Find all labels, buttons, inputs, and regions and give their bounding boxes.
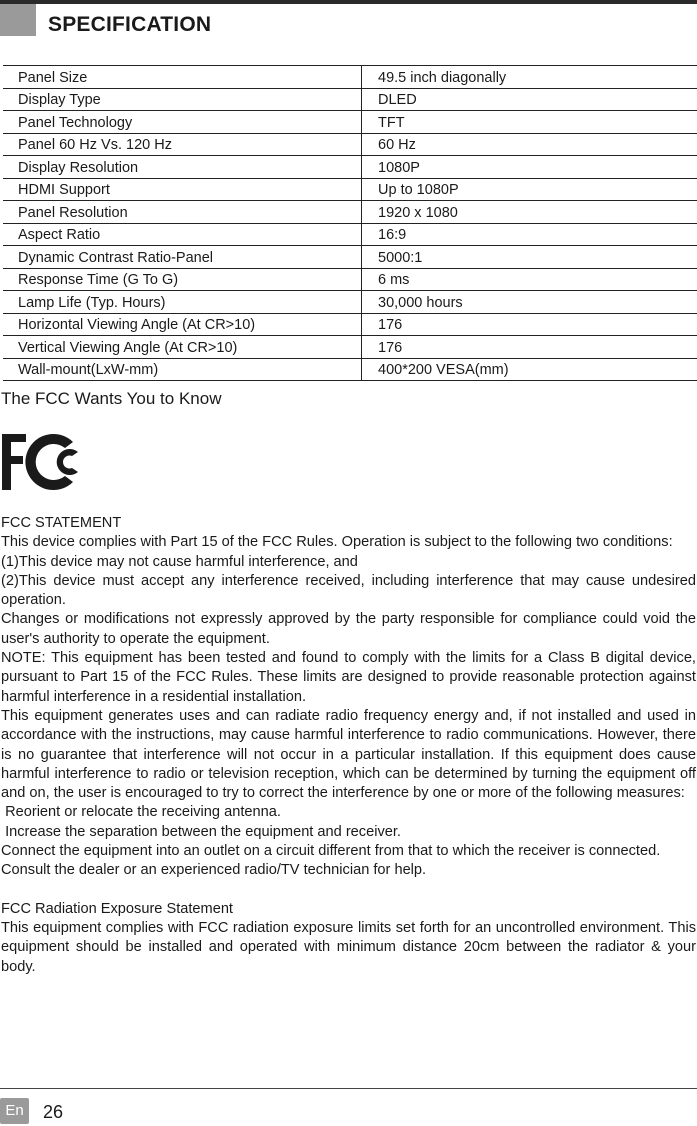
statement-paragraph: This equipment generates uses and can radiate radio frequency energy and, if not installed and used in accordance with the instructions, may cause harmful interference to radio communications. However, there is no guarantee that interference will not occur in a particular installation. If this equipment does cause harmful interference to radio or television reception, which can be determined by turning the equipment off and on, the user is encouraged to try to correct the interference by one or more of the following measures:: [1, 707, 696, 802]
statement-paragraph: (1)This device may not cause harmful interference, and: [1, 553, 358, 570]
statement-paragraph: Consult the dealer or an experienced radio/TV technician for help.: [1, 862, 427, 879]
spec-value: 5000:1: [362, 246, 697, 269]
statement-title: FCC STATEMENT: [1, 515, 122, 531]
spec-value: 400*200 VESA(mm): [362, 358, 697, 381]
spec-value: TFT: [362, 111, 697, 134]
spec-value: 6 ms: [362, 268, 697, 291]
spec-label: Display Type: [3, 88, 362, 111]
page-title: SPECIFICATION: [48, 13, 212, 36]
page-number: 26: [43, 1102, 64, 1122]
spec-value: 16:9: [362, 223, 697, 246]
spec-row: [3, 88, 697, 111]
spec-label: HDMI Support: [3, 178, 362, 201]
statement-paragraph: (2)This device must accept any interference received, including interference that may cause undesired operation.: [1, 572, 696, 609]
footer-rule: [0, 1088, 697, 1089]
fcc-logo-graphic: [0, 430, 84, 492]
spec-row: [3, 291, 697, 314]
spec-value: Up to 1080P: [362, 178, 697, 201]
fcc-statement: [1, 514, 696, 977]
spec-value: 60 Hz: [362, 133, 697, 156]
spec-row: [3, 201, 697, 224]
spec-label: Response Time (G To G): [3, 268, 362, 291]
spec-value: 1080P: [362, 156, 697, 179]
spec-label: Wall-mount(LxW-mm): [3, 358, 362, 381]
spec-label: Panel 60 Hz Vs. 120 Hz: [3, 133, 362, 156]
spec-row: [3, 178, 697, 201]
spec-row: [3, 66, 697, 89]
spec-value: 30,000 hours: [362, 291, 697, 314]
fcc-logo: [0, 430, 84, 497]
spec-row: [3, 133, 697, 156]
spec-label: Panel Size: [3, 66, 362, 89]
statement-paragraph: Connect the equipment into an outlet on a circuit different from that to which the receiver is connected.: [1, 843, 661, 860]
spec-value: 49.5 inch diagonally: [362, 66, 697, 89]
radiation-title: FCC Radiation Exposure Statement: [1, 900, 233, 917]
spec-label: Display Resolution: [3, 156, 362, 179]
spec-row: [3, 246, 697, 269]
spec-value: 176: [362, 313, 697, 336]
spec-label: Dynamic Contrast Ratio-Panel: [3, 246, 362, 269]
spec-row: [3, 336, 697, 359]
spec-value: 176: [362, 336, 697, 359]
spec-row: [3, 268, 697, 291]
top-rule: [0, 0, 697, 4]
spec-row: [3, 358, 697, 381]
statement-paragraph: This device complies with Part 15 of the FCC Rules. Operation is subject to the following two conditions:: [1, 534, 673, 551]
spec-label: Vertical Viewing Angle (At CR>10): [3, 336, 362, 359]
spec-label: Panel Technology: [3, 111, 362, 134]
spec-value: 1920 x 1080: [362, 201, 697, 224]
spec-row: [3, 223, 697, 246]
spec-label: Panel Resolution: [3, 201, 362, 224]
statement-paragraph: Changes or modifications not expressly approved by the party responsible for compliance could void the user's authority to operate the equipment.: [1, 611, 696, 647]
paragraph-gap: [1, 881, 696, 900]
spec-row: [3, 111, 697, 134]
spec-label: Horizontal Viewing Angle (At CR>10): [3, 313, 362, 336]
spec-table: [3, 65, 697, 381]
statement-paragraph: NOTE: This equipment has been tested and found to comply with the limits for a Class B digital device, pursuant to Part 15 of the FCC Rules. These limits are designed to provide reasonable protection against harmful interference in a residential installation.: [1, 650, 696, 705]
radiation-text: This equipment complies with FCC radiation exposure limits set forth for an uncontrolled environment. This equipment should be installed and operated with minimum distance 20cm between the radiator & your body.: [1, 919, 696, 975]
spec-label: Lamp Life (Typ. Hours): [3, 291, 362, 314]
language-badge: En: [0, 1098, 29, 1124]
spec-value: DLED: [362, 88, 697, 111]
fcc-heading: The FCC Wants You to Know: [1, 389, 222, 408]
spec-row: [3, 313, 697, 336]
statement-paragraph: Reorient or relocate the receiving antenna.: [1, 804, 281, 821]
spec-label: Aspect Ratio: [3, 223, 362, 246]
statement-paragraph: Increase the separation between the equipment and receiver.: [1, 823, 401, 840]
spec-row: [3, 156, 697, 179]
header-accent-block: [0, 4, 36, 36]
